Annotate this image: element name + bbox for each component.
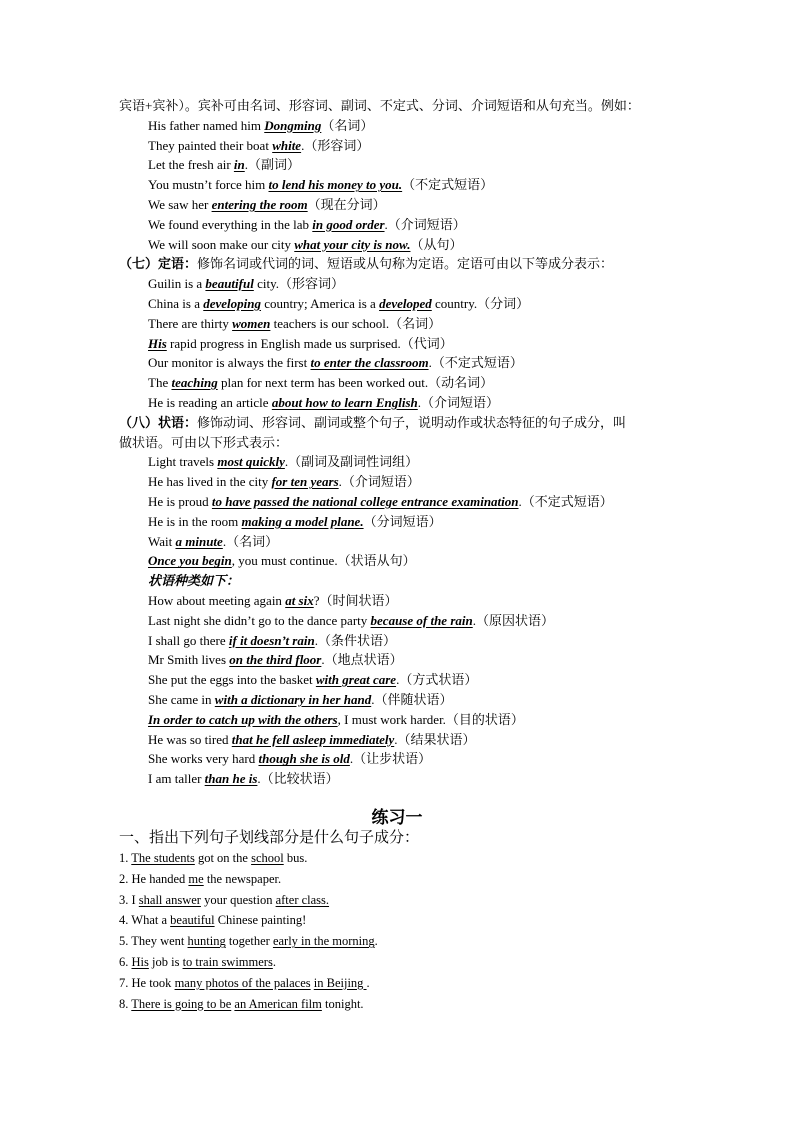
example-text: , I must work harder.（目的状语） bbox=[337, 711, 524, 727]
example-highlight: Once you begin bbox=[148, 553, 232, 569]
example-text: .（介词短语） bbox=[338, 474, 420, 490]
exercise-text: bus. bbox=[283, 851, 308, 865]
adverbial-type-examples bbox=[0, 591, 794, 789]
exercise-text: 2. He handed bbox=[119, 871, 189, 886]
example-text: Wait bbox=[148, 533, 176, 549]
example-text: （名词） bbox=[321, 117, 374, 133]
example-highlight: if it doesn’t rain bbox=[228, 632, 315, 648]
adverbial-examples bbox=[0, 452, 794, 571]
example-text: .（条件状语） bbox=[314, 632, 396, 648]
example-line bbox=[0, 631, 794, 651]
example-line bbox=[0, 155, 794, 175]
example-text: He has lived in the city bbox=[148, 474, 272, 490]
heading-label: （八）状语： bbox=[119, 414, 198, 430]
example-highlight: developed bbox=[379, 295, 432, 311]
example-line bbox=[0, 650, 794, 670]
example-highlight: what your city is now. bbox=[294, 236, 411, 252]
exercise-text: 3. I bbox=[119, 892, 139, 907]
intro-line: 宾语+宾补）。宾补可由名词、形容词、副词、不定式、分词、介词短语和从句充当。例如： bbox=[119, 98, 640, 113]
underlined-part: many photos of the palaces bbox=[174, 975, 311, 990]
example-line bbox=[0, 591, 794, 611]
example-text: Light travels bbox=[148, 454, 218, 470]
example-text: They painted their boat bbox=[148, 137, 273, 153]
exercise-heading: 一、指出下列句子划线部分是什么句子成分： bbox=[119, 828, 420, 846]
example-text: He is proud bbox=[148, 493, 212, 509]
attributive-heading bbox=[0, 254, 794, 274]
example-text: ?（时间状语） bbox=[313, 592, 398, 608]
example-text: His father named him bbox=[148, 117, 265, 133]
exercise-text: job is bbox=[148, 954, 183, 969]
exercise-item bbox=[119, 973, 378, 994]
example-text: The bbox=[148, 375, 172, 391]
example-highlight: with great care bbox=[315, 672, 397, 688]
example-line bbox=[0, 136, 794, 156]
heading-text: 修饰动词、形容词、副词或整个句子，说明动作或状态特征的句子成分，叫 bbox=[197, 414, 627, 430]
exercise-text: got on the bbox=[194, 851, 252, 865]
adverbial-heading-cont: 做状语。可由以下形式表示： bbox=[119, 434, 289, 450]
underlined-part: school bbox=[251, 851, 284, 865]
example-text: .（结果状语） bbox=[394, 731, 476, 747]
example-text: （不定式短语） bbox=[402, 177, 494, 193]
example-line bbox=[0, 314, 794, 334]
example-highlight: about how to learn English bbox=[271, 394, 418, 410]
exercise-text: Chinese painting! bbox=[214, 913, 307, 928]
exercise-text: 7. He took bbox=[119, 975, 175, 990]
exercise-text: . bbox=[366, 975, 370, 990]
example-text: .（伴随状语） bbox=[371, 691, 453, 707]
example-text: She came in bbox=[148, 691, 215, 707]
example-line bbox=[0, 749, 794, 769]
exercise-text: . bbox=[272, 954, 276, 969]
example-line bbox=[0, 551, 794, 571]
example-text: Last night she didn’t go to the dance party bbox=[148, 612, 371, 628]
example-highlight: white bbox=[272, 137, 302, 153]
example-line bbox=[0, 195, 794, 215]
example-line bbox=[0, 294, 794, 314]
example-text: plan for next term has been worked out.（动名词） bbox=[217, 375, 494, 391]
example-highlight: at six bbox=[285, 592, 314, 608]
example-text: .（副词及副词性词组） bbox=[284, 454, 419, 470]
example-text: Mr Smith lives bbox=[148, 652, 230, 668]
example-text: city.（形容词） bbox=[253, 276, 344, 292]
example-highlight: on the third floor bbox=[229, 652, 322, 668]
underlined-part: me bbox=[188, 871, 204, 886]
example-text: She put the eggs into the basket bbox=[148, 672, 316, 688]
example-line bbox=[0, 274, 794, 294]
example-highlight: in good order bbox=[312, 216, 385, 232]
attributive-examples bbox=[0, 274, 794, 413]
example-highlight: in bbox=[233, 157, 245, 173]
example-text: .（不定式短语） bbox=[518, 493, 613, 509]
example-text: She works very hard bbox=[148, 751, 259, 767]
example-text: （分词短语） bbox=[363, 513, 442, 529]
example-line bbox=[0, 611, 794, 631]
example-text: You mustn’t force him bbox=[148, 177, 269, 193]
example-text: We found everything in the lab bbox=[148, 216, 313, 232]
example-text: （现在分词） bbox=[307, 196, 386, 212]
adverbial-types-label bbox=[0, 571, 794, 591]
example-text: （从句） bbox=[410, 236, 463, 252]
exercise-text: 6. bbox=[119, 954, 132, 969]
example-line bbox=[0, 393, 794, 413]
example-text: .（介词短语） bbox=[384, 216, 466, 232]
example-highlight: though she is old bbox=[258, 751, 350, 767]
example-highlight: to have passed the national college entrance examination bbox=[211, 493, 519, 509]
exercise-item bbox=[119, 869, 378, 890]
example-text: country.（分词） bbox=[431, 295, 530, 311]
exercise-text: 4. What a bbox=[119, 913, 171, 928]
example-text: I am taller bbox=[148, 771, 205, 787]
example-line bbox=[0, 532, 794, 552]
example-highlight: because of the rain bbox=[370, 612, 473, 628]
exercise-title: 练习一 bbox=[371, 808, 423, 828]
exercise-text: . bbox=[374, 934, 378, 949]
example-highlight: women bbox=[232, 315, 271, 331]
underlined-part: shall answer bbox=[138, 892, 201, 907]
example-text: He is in the room bbox=[148, 513, 242, 529]
example-highlight: developing bbox=[203, 295, 262, 311]
example-highlight: a minute bbox=[175, 533, 223, 549]
underlined-part: His bbox=[131, 954, 149, 969]
example-line bbox=[0, 353, 794, 373]
example-text: Guilin is a bbox=[148, 276, 206, 292]
example-highlight: that he fell asleep immediately bbox=[231, 731, 395, 747]
example-text: .（让步状语） bbox=[349, 751, 432, 767]
underlined-part: early in the morning bbox=[272, 934, 375, 949]
heading-text: 修饰名词或代词的词、短语或从句称为定语。定语可由以下等成分表示： bbox=[197, 256, 614, 272]
example-highlight: entering the room bbox=[211, 196, 308, 212]
heading-label: （七）定语： bbox=[119, 256, 198, 272]
example-text: .（不定式短语） bbox=[428, 355, 523, 371]
exercise-text: your question bbox=[200, 892, 276, 907]
example-highlight: for ten years bbox=[271, 474, 339, 490]
exercise-list bbox=[119, 848, 378, 1014]
example-text: I shall go there bbox=[148, 632, 229, 648]
underlined-part: to train swimmers bbox=[182, 954, 273, 969]
underlined-part: after class. bbox=[275, 892, 330, 907]
example-text: Our monitor is always the first bbox=[148, 355, 311, 371]
example-highlight: to enter the classroom bbox=[310, 355, 429, 371]
underlined-part: beautiful bbox=[170, 913, 215, 928]
example-text: , you must continue.（状语从句） bbox=[231, 553, 416, 569]
example-line bbox=[0, 730, 794, 750]
exercise-item bbox=[119, 952, 378, 973]
example-line bbox=[0, 452, 794, 472]
example-highlight: than he is bbox=[204, 771, 258, 787]
example-text: country; America is a bbox=[261, 295, 380, 311]
example-text: He is reading an article bbox=[148, 394, 272, 410]
exercise-text: together bbox=[225, 934, 273, 949]
example-line bbox=[0, 334, 794, 354]
example-text: .（方式状语） bbox=[396, 672, 478, 688]
underlined-part: There is going to be bbox=[131, 996, 232, 1011]
types-label-text: 状语种类如下： bbox=[148, 573, 240, 589]
exercise-item bbox=[119, 848, 378, 869]
underlined-part: The students bbox=[131, 851, 195, 865]
example-line bbox=[0, 690, 794, 710]
example-text: We saw her bbox=[148, 196, 212, 212]
underlined-part: an American film bbox=[234, 996, 322, 1011]
adverbial-heading bbox=[0, 413, 794, 433]
example-highlight: to lend his money to you. bbox=[268, 177, 403, 193]
example-line bbox=[0, 373, 794, 393]
example-text: rapid progress in English made us surprised.（代词） bbox=[166, 335, 453, 351]
example-text: China is a bbox=[148, 295, 204, 311]
underlined-part: in Beijing bbox=[313, 975, 367, 990]
example-text: .（地点状语） bbox=[321, 652, 403, 668]
example-text: There are thirty bbox=[148, 315, 233, 331]
complement-examples bbox=[0, 116, 794, 255]
example-line bbox=[0, 235, 794, 255]
example-text: .（比较状语） bbox=[257, 771, 339, 787]
example-text: teachers is our school.（名词） bbox=[270, 315, 442, 331]
example-line bbox=[0, 472, 794, 492]
example-text: Let the fresh air bbox=[148, 157, 234, 173]
exercise-text: tonight. bbox=[321, 996, 364, 1011]
exercise-item bbox=[119, 931, 378, 952]
example-text: .（原因状语） bbox=[472, 612, 554, 628]
example-text: We will soon make our city bbox=[148, 236, 295, 252]
example-highlight: beautiful bbox=[205, 276, 254, 292]
example-text: How about meeting again bbox=[148, 592, 286, 608]
example-text: .（副词） bbox=[244, 157, 301, 173]
example-text: .（名词） bbox=[222, 533, 279, 549]
example-line bbox=[0, 670, 794, 690]
example-text: .（介词短语） bbox=[417, 394, 500, 410]
exercise-text: 1. bbox=[119, 851, 132, 865]
exercise-item bbox=[119, 910, 378, 931]
example-line bbox=[0, 492, 794, 512]
example-highlight: Dongming bbox=[264, 117, 322, 133]
exercise-item bbox=[119, 890, 378, 911]
example-highlight: teaching bbox=[171, 375, 218, 391]
exercise-text: the newspaper. bbox=[203, 871, 282, 886]
example-text: He was so tired bbox=[148, 731, 232, 747]
example-line bbox=[0, 175, 794, 195]
example-line bbox=[0, 710, 794, 730]
example-line bbox=[0, 769, 794, 789]
example-line bbox=[0, 512, 794, 532]
underlined-part: hunting bbox=[187, 934, 226, 949]
example-line bbox=[0, 116, 794, 136]
example-highlight: most quickly bbox=[217, 454, 285, 470]
example-highlight: with a dictionary in her hand bbox=[214, 691, 372, 707]
exercise-text: 8. bbox=[119, 996, 132, 1011]
example-highlight: In order to catch up with the others bbox=[148, 711, 338, 727]
exercise-text: 5. They went bbox=[119, 934, 188, 949]
example-highlight: making a model plane. bbox=[241, 513, 364, 529]
example-text: .（形容词） bbox=[301, 137, 370, 153]
example-line bbox=[0, 215, 794, 235]
example-highlight: His bbox=[148, 335, 167, 351]
complement-section bbox=[0, 96, 794, 789]
exercise-item bbox=[119, 994, 378, 1015]
